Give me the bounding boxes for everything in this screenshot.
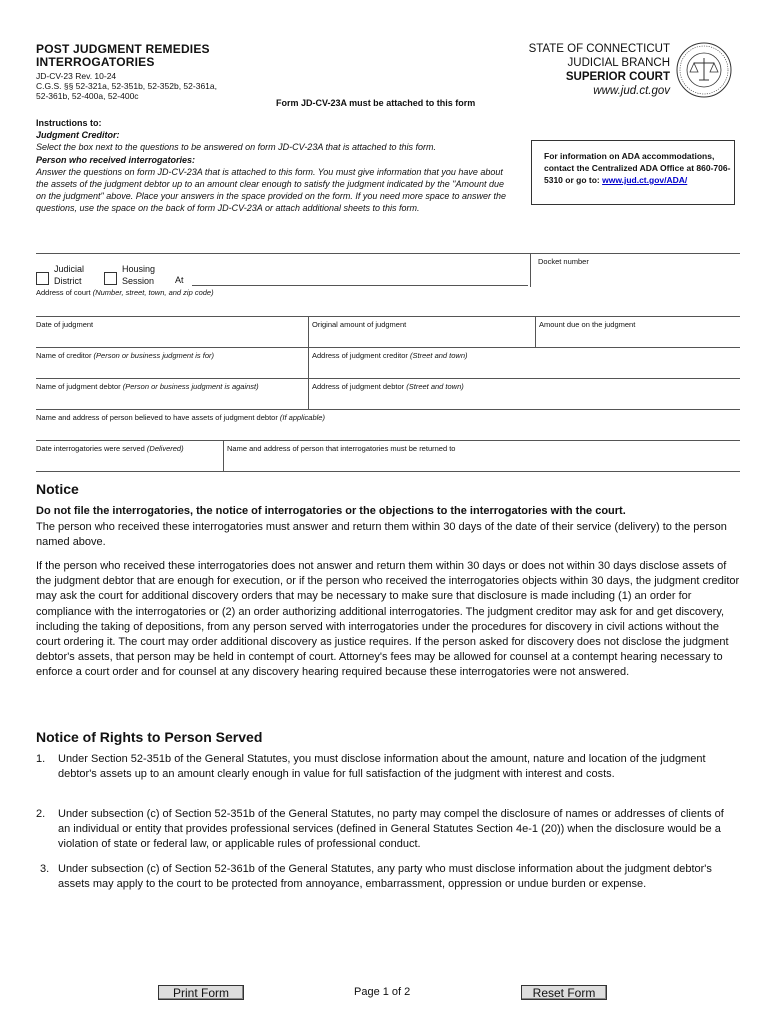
notice-para-2: If the person who received these interrogatories does not answer and return them within 30 days or does not within 30 days disclose assets of the judgment debtor that are enough for execution, or if the person who received the interrogatories objects within 30 days, the judgment creditor may ask the court for additional discovery orders that may be necessary to make sure that disclosure is made including (1) an order for compliance with the interrogatories or (2) an order authorizing additional interrogatories. The judgment creditor may ask for and get discovery, including the taking of depositions, from any person served with interrogatories under the procedures for discovery in civil actions without the court ordering it. The court may order additional discovery as justice requires. If the person asked for discovery does not disclose the judgment debtor's assets, that person may be held in contempt of court. Attorney's fees may be allowed for counsel at a contempt hearing necessary to enforce a court order and for counsel at any discovery hearing required because these interrogatories were not answered.	[36, 560, 740, 679]
amount-due-label: Amount due on the judgment	[539, 320, 636, 329]
form-number: JD-CV-23 Rev. 10-24	[36, 71, 117, 81]
instructions-heading: Instructions to:	[36, 118, 102, 128]
notice-heading: Notice	[36, 481, 79, 497]
date-of-judgment-label: Date of judgment	[36, 320, 94, 329]
branch-name: JUDICIAL BRANCH	[567, 57, 670, 69]
title-line-2: INTERROGATORIES	[36, 55, 155, 69]
instructions	[36, 117, 516, 215]
notice-para-1: The person who received these interrogatories must answer and return them within 30 days of the date of their service (delivery) to the person named above.	[36, 521, 727, 549]
at-label: At	[175, 275, 184, 285]
attach-note: Form JD-CV-23A must be attached to this form	[276, 98, 476, 108]
judicial-district-label: Judicial District	[54, 264, 85, 286]
website: www.jud.ct.gov	[593, 85, 670, 97]
housing-session-label: Housing Session	[122, 264, 156, 286]
rights-heading: Notice of Rights to Person Served	[36, 729, 263, 745]
ada-link[interactable]: www.jud.ct.gov/ADA/	[602, 175, 688, 185]
return-to-label: Name and address of person that interrogatories must be returned to	[227, 444, 456, 453]
creditor-address-label: Address of judgment creditor (Street and town)	[312, 351, 468, 360]
rights-item-2: 2. Under subsection (c) of Section 52-351b of the General Statutes, no party may compel the disclosure of names or addresses of clients of an individual or entity that provides professional services (defined in General Statutes Section 4e-1 (20)) when the disclosure would be a violation of state or federal law, or applicable rules of professional conduct.	[36, 808, 724, 851]
statutes-line-1: C.G.S. §§ 52-321a, 52-351b, 52-352b, 52-361a,	[36, 81, 217, 91]
debtor-address-label: Address of judgment debtor (Street and town)	[312, 382, 464, 391]
statutes-line-2: 52-361b, 52-400a, 52-400c	[36, 91, 139, 101]
judicial-seal-icon	[676, 42, 732, 98]
housing-session-checkbox[interactable]	[104, 272, 117, 285]
rights-item-3: 3. Under subsection (c) of Section 52-361b of the General Statutes, any party who must disclose information about the judgment debtor's assets may apply to the court to be protected from annoyance, embarrassment, oppression or undue burden or expense.	[40, 863, 712, 891]
court-name: SUPERIOR COURT	[565, 71, 670, 83]
form-meta	[36, 71, 217, 101]
creditor-name-label: Name of creditor (Person or business judgment is for)	[36, 351, 214, 360]
print-form-button[interactable]: Print Form	[158, 985, 244, 1000]
rights-item-1: 1. Under Section 52-351b of the General Statutes, you must disclose information about the amount, nature and location of the judgment debtor's assets up to an amount clearly enough in value for full satisfaction of the judgment with interest and costs.	[36, 753, 706, 781]
court-header	[529, 42, 670, 98]
recipient-text: Answer the questions on form JD-CV-23A that is attached to this form. You must give information that you have about the assets of the judgment debtor up to an amount clear enough to satisfy the judgment indicated by the "Amount due on the judgment" above. Place your answers in the space provided on the form. If you need more space to answer the questions, use the space on the back of form JD-CV-23A or attach additional sheets to this form.	[36, 166, 506, 214]
ada-box	[531, 140, 735, 205]
judicial-district-checkbox[interactable]	[36, 272, 49, 285]
court-address-input[interactable]	[192, 285, 528, 286]
title-line-1: POST JUDGMENT REMEDIES	[36, 42, 210, 56]
notice-warning: Do not file the interrogatories, the notice of interrogatories or the objections to the interrogatories with the court.	[36, 505, 626, 517]
state-name: STATE OF CONNECTICUT	[528, 43, 670, 55]
creditor-text: Select the box next to the questions to be answered on form JD-CV-23A that is attached to this form.	[36, 142, 437, 153]
form-title	[36, 43, 210, 69]
debtor-name-label: Name of judgment debtor (Person or business judgment is against)	[36, 382, 259, 391]
recipient-heading: Person who received interrogatories:	[36, 154, 196, 165]
docket-number-input[interactable]	[531, 268, 739, 286]
original-amount-label: Original amount of judgment	[312, 320, 407, 329]
page-number: Page 1 of 2	[354, 986, 411, 998]
date-served-label: Date interrogatories were served (Delivered)	[36, 444, 184, 453]
court-address-label: Address of court (Number, street, town, and zip code)	[36, 288, 214, 297]
creditor-heading: Judgment Creditor:	[36, 130, 120, 141]
ada-text: For information on ADA accommodations, contact the Centralized ADA Office at 860-706-5310 or go to:	[544, 151, 731, 185]
docket-number-label: Docket number	[538, 257, 589, 266]
reset-form-button[interactable]: Reset Form	[521, 985, 607, 1000]
person-with-assets-label: Name and address of person believed to have assets of judgment debtor (If applicable)	[36, 413, 325, 422]
